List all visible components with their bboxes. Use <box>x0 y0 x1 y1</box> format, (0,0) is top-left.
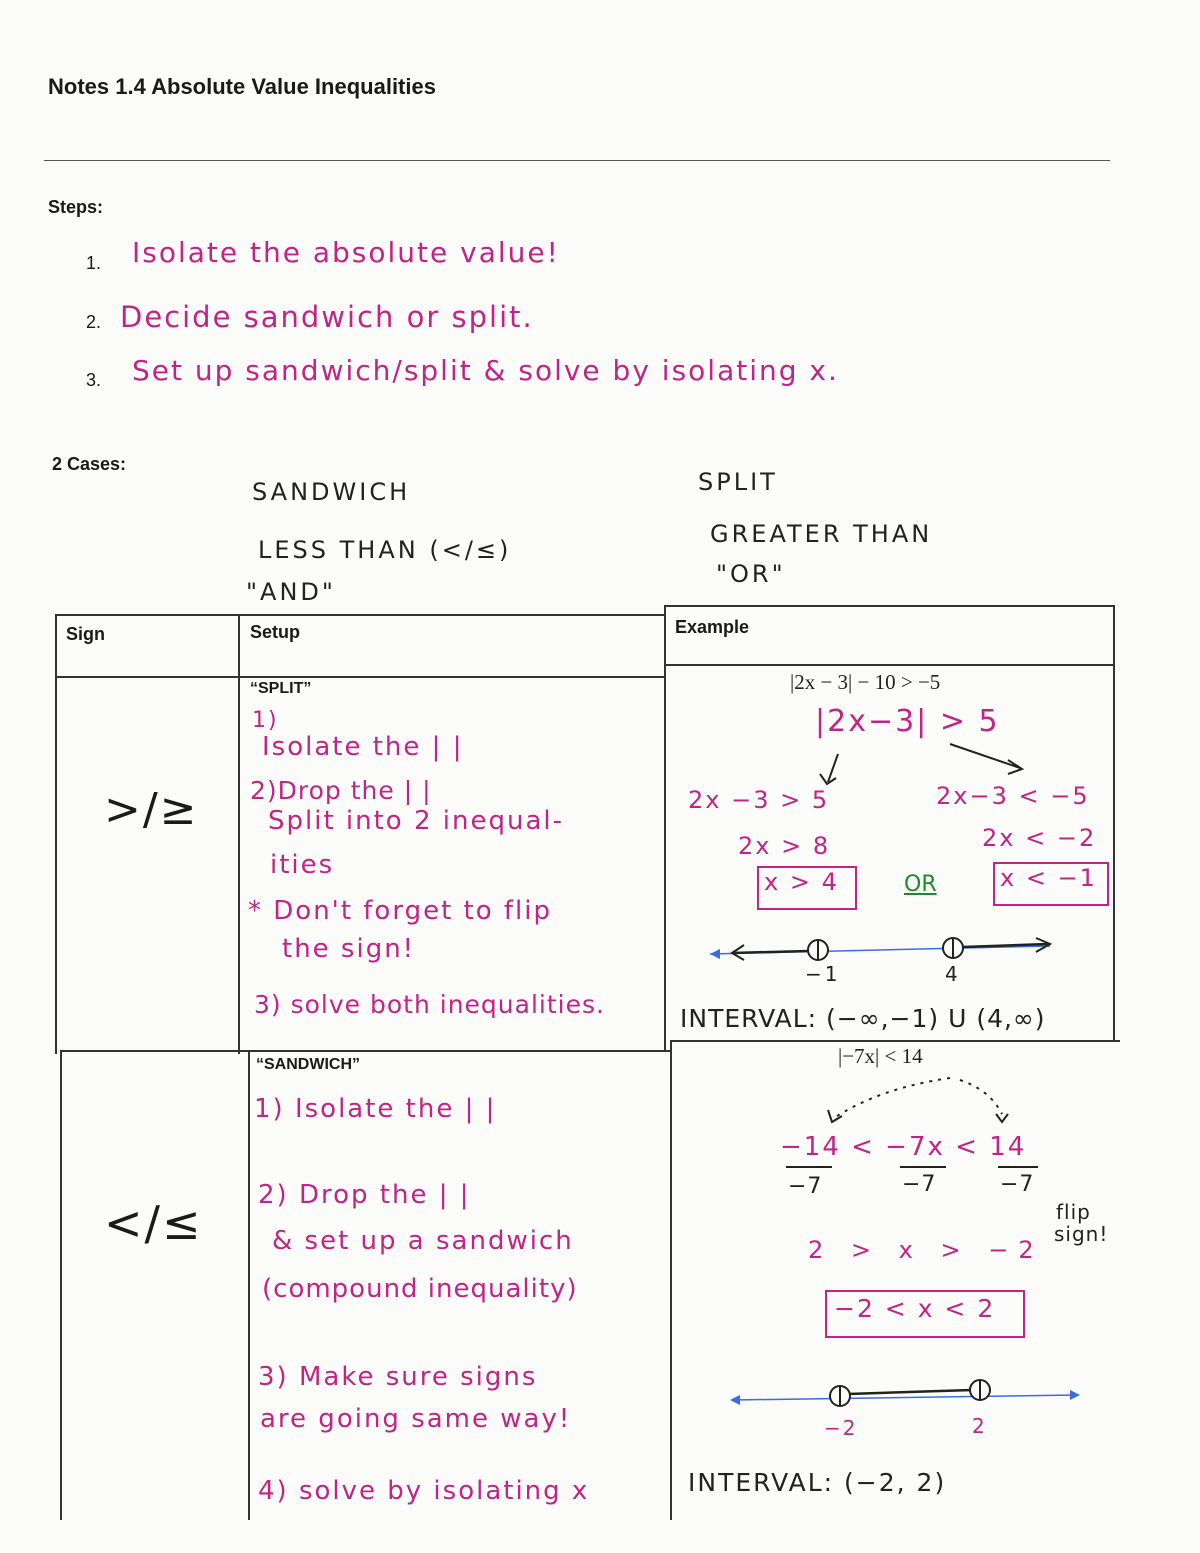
table-border <box>664 605 1114 607</box>
arrowhead <box>996 1114 1008 1122</box>
or-label: OR <box>904 872 937 897</box>
table-border <box>55 614 665 616</box>
table-border <box>55 614 57 1054</box>
divisor: −7 <box>902 1172 937 1197</box>
setup-line: * Don't forget to flip <box>248 896 552 926</box>
example-problem: |2x − 3| − 10 > −5 <box>790 670 941 694</box>
sandwich-arrows <box>800 1070 1050 1140</box>
example-answer: x > 4 <box>764 868 839 896</box>
setup-line: Split into 2 inequal- <box>268 806 565 836</box>
arrow-line <box>828 754 838 782</box>
title-divider <box>44 160 1110 161</box>
step-text: Decide sandwich or split. <box>120 300 534 334</box>
setup-line: are going same way! <box>260 1404 572 1434</box>
table-border <box>670 1040 672 1520</box>
setup-line: 1) <box>252 708 279 733</box>
setup-line: 3) solve both inequalities. <box>254 990 605 1019</box>
interval-answer: INTERVAL: (−∞,−1) U (4,∞) <box>680 1004 1046 1033</box>
setup-line: 4) solve by isolating x <box>258 1476 590 1506</box>
setup-line: (compound inequality) <box>262 1274 578 1304</box>
arrow-line <box>834 1078 950 1118</box>
sandwich-label: SANDWICH <box>252 478 411 506</box>
table-border <box>55 676 665 678</box>
header-example: Example <box>675 617 750 637</box>
setup-title: “SANDWICH” <box>256 1056 360 1073</box>
setup-line: the sign! <box>282 934 416 964</box>
divisor: −7 <box>788 1174 823 1199</box>
example-problem: |−7x| < 14 <box>838 1044 923 1068</box>
table-border <box>670 1040 1120 1042</box>
table-border <box>248 1050 250 1520</box>
flip-note: flip <box>1056 1200 1091 1224</box>
setup-line: 3) Make sure signs <box>258 1362 538 1392</box>
arrowhead <box>820 774 836 784</box>
split-word: "OR" <box>716 560 786 588</box>
header-setup: Setup <box>250 622 301 642</box>
example-step: 2 > x > −2 <box>808 1236 1044 1264</box>
split-diagram <box>670 740 1110 980</box>
table-border <box>664 605 666 1050</box>
cases-heading: 2 Cases: <box>52 454 127 474</box>
header-sign: Sign <box>66 624 105 644</box>
sandwich-word: "AND" <box>246 578 336 606</box>
table-border <box>60 1050 62 1520</box>
sandwich-number-line <box>720 1370 1090 1420</box>
setup-line: ities <box>270 850 335 880</box>
example-step: −14 < −7x < 14 <box>780 1132 1027 1162</box>
split-type: GREATER THAN <box>710 520 933 548</box>
step-number: 2. <box>86 312 102 332</box>
sandwich-type: LESS THAN (</≤) <box>258 536 512 564</box>
arrow-line <box>950 744 1020 768</box>
arrow-line <box>960 1080 1002 1114</box>
divisor: −7 <box>1000 1172 1035 1197</box>
steps-heading: Steps: <box>48 197 104 217</box>
sign-greater: >/≥ <box>104 784 199 835</box>
example-step: 2x−3 < −5 <box>936 782 1090 810</box>
example-step: 2x < −2 <box>982 824 1097 852</box>
table-border <box>60 1050 670 1052</box>
step-text: Isolate the absolute value! <box>132 236 560 269</box>
step-number: 1. <box>86 253 102 273</box>
arrowhead <box>828 1110 842 1122</box>
number-line-label: 4 <box>945 962 961 986</box>
split-label: SPLIT <box>698 468 778 496</box>
sign-less: </≤ <box>104 1196 203 1250</box>
table-border <box>238 614 240 1054</box>
setup-line: Isolate the | | <box>262 732 464 762</box>
interval-answer: INTERVAL: (−2, 2) <box>688 1468 947 1497</box>
flip-note: sign! <box>1054 1222 1109 1246</box>
arrowhead <box>710 949 720 959</box>
division-bar <box>900 1166 946 1168</box>
number-line-label: −2 <box>824 1416 858 1440</box>
number-line-label: 2 <box>972 1414 987 1438</box>
segment <box>848 1390 972 1394</box>
setup-line: 2) Drop the | | <box>258 1180 471 1210</box>
setup-line: 2)Drop the | | <box>250 776 432 805</box>
step-text: Set up sandwich/split & solve by isolating x. <box>132 354 839 387</box>
number-line <box>732 1395 1076 1400</box>
example-answer: −2 < x < 2 <box>834 1294 996 1323</box>
division-bar <box>786 1166 832 1168</box>
table-border <box>664 664 1114 666</box>
page-title: Notes 1.4 Absolute Value Inequalities <box>48 74 436 99</box>
setup-title: “SPLIT” <box>250 680 312 697</box>
division-bar <box>998 1166 1038 1168</box>
number-line-label: −1 <box>805 962 841 986</box>
table-border <box>1113 605 1115 1040</box>
arrowhead <box>1070 1390 1080 1400</box>
example-step: |2x−3| > 5 <box>815 704 1000 739</box>
example-step: 2x > 8 <box>738 832 831 860</box>
arrowhead <box>730 1395 740 1405</box>
setup-line: & set up a sandwich <box>272 1226 574 1256</box>
setup-line: 1) Isolate the | | <box>254 1094 497 1124</box>
example-answer: x < −1 <box>1000 864 1097 892</box>
step-number: 3. <box>86 370 102 390</box>
example-step: 2x −3 > 5 <box>688 786 830 814</box>
